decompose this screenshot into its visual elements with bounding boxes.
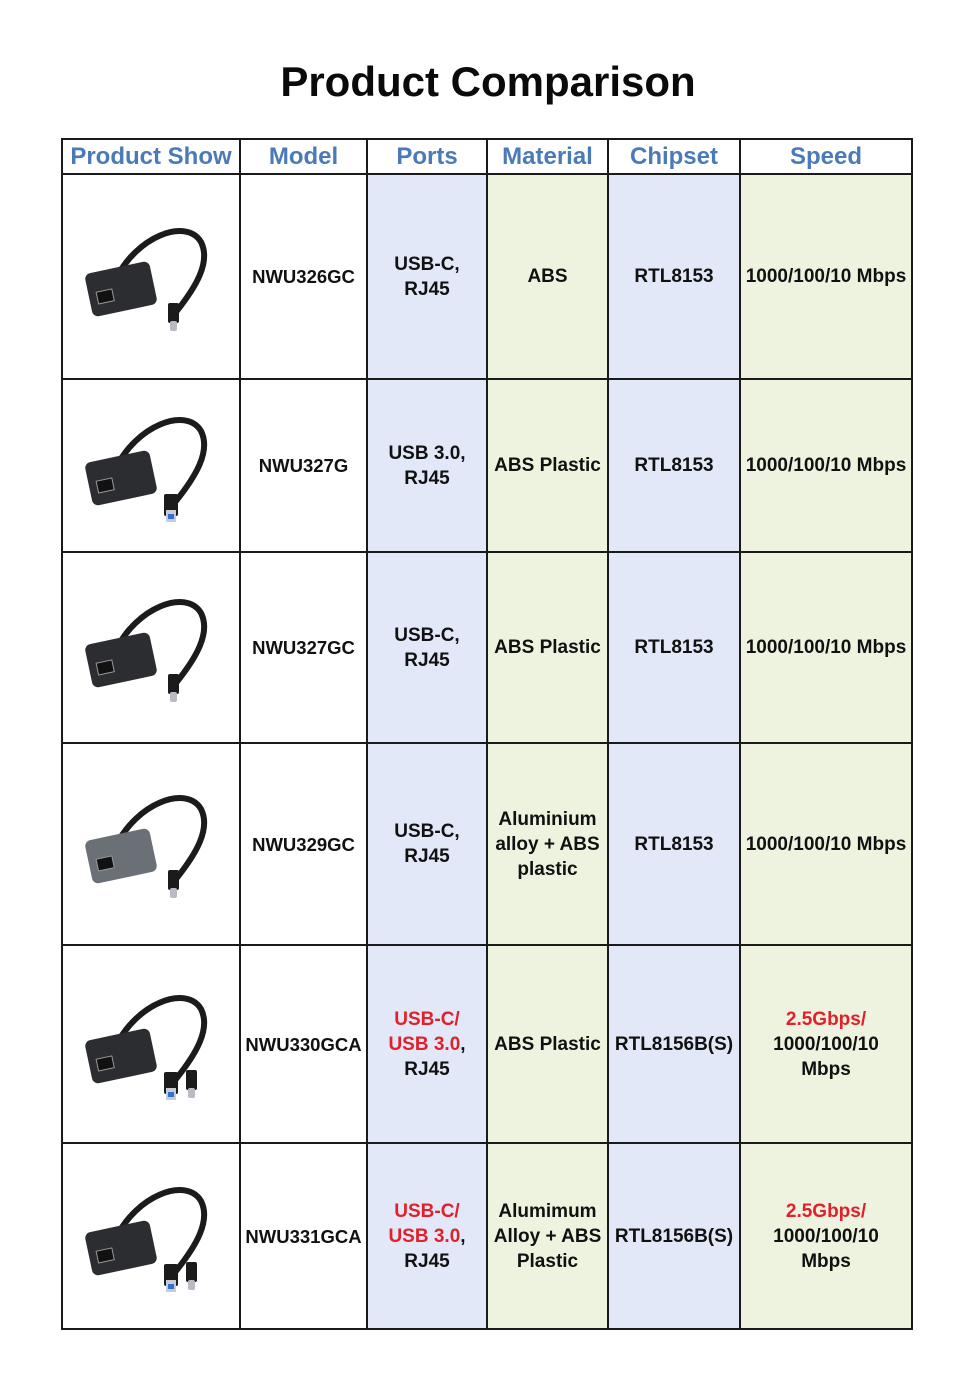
speed-cell-line: 1000/100/10 Mbps: [745, 637, 907, 658]
product-image-cell: [62, 945, 240, 1143]
usb-a-ethernet-adapter-icon: [63, 406, 239, 526]
speed-cell-line: 1000/100/10 Mbps: [745, 455, 907, 476]
header-ports: Ports: [367, 139, 487, 174]
header-model: Model: [240, 139, 367, 174]
chipset-cell: RTL8153: [608, 379, 740, 552]
dual-connector-ethernet-adapter-icon: [63, 984, 239, 1104]
highlight-text: USB-C/: [394, 1200, 460, 1222]
ports-cell: [367, 379, 487, 552]
model-cell: NWU330GCA: [240, 945, 367, 1143]
table-row: [62, 945, 912, 1143]
material-line: ABS Plastic: [494, 1033, 601, 1055]
product-image-cell: [62, 552, 240, 743]
usb-c-aluminium-ethernet-adapter-icon: [63, 784, 239, 904]
product-image-cell: [62, 174, 240, 379]
product-image-cell: [62, 1143, 240, 1329]
material-cell: [487, 743, 608, 945]
usb-c-ethernet-adapter-icon: [63, 217, 239, 337]
material-cell: [487, 1143, 608, 1329]
table-row: [62, 379, 912, 552]
model-cell: NWU326GC: [240, 174, 367, 379]
ports-cell: [367, 552, 487, 743]
ports-cell-line: USB-C,: [394, 624, 460, 646]
ports-cell-line: RJ45: [404, 1250, 450, 1272]
model-cell: NWU327GC: [240, 552, 367, 743]
highlight-text: 2.5Gbps/: [785, 1200, 867, 1222]
header-row: [62, 139, 912, 174]
product-image-cell: [62, 743, 240, 945]
speed-cell: [740, 174, 912, 379]
ports-cell: [367, 1143, 487, 1329]
material-line: Alumimum: [498, 1200, 597, 1222]
speed-cell-line: [741, 1199, 911, 1224]
material-line: Aluminium: [498, 808, 597, 830]
page-title: Product Comparison: [280, 58, 696, 105]
product-image-cell: [62, 379, 240, 552]
material-line: Plastic: [516, 1250, 579, 1272]
material-cell: [487, 552, 608, 743]
ports-cell-line: [368, 1199, 486, 1224]
ports-cell: [367, 945, 487, 1143]
header-chipset: Chipset: [608, 139, 740, 174]
table-row: [62, 552, 912, 743]
chipset-cell: RTL8156B(S): [608, 1143, 740, 1329]
speed-cell-line: 1000/100/10: [773, 1033, 879, 1055]
speed-cell-line: [741, 1007, 911, 1032]
material-line: alloy + ABS: [495, 833, 600, 855]
material-cell: [487, 379, 608, 552]
ports-cell-line: USB 3.0,: [388, 442, 466, 464]
usb-c-ethernet-adapter-icon: [63, 588, 239, 708]
material-cell: [487, 945, 608, 1143]
ports-cell: [367, 743, 487, 945]
speed-cell: [740, 945, 912, 1143]
speed-cell-line: 1000/100/10: [773, 1225, 879, 1247]
chipset-cell: RTL8153: [608, 743, 740, 945]
header-speed: Speed: [740, 139, 912, 174]
table-row: [62, 743, 912, 945]
material-line: ABS: [527, 266, 568, 287]
chipset-cell: RTL8153: [608, 552, 740, 743]
ports-cell-line: RJ45: [404, 1058, 450, 1080]
highlight-text: USB 3.0: [388, 1225, 461, 1247]
highlight-text: 2.5Gbps/: [785, 1008, 867, 1030]
ports-cell-line: RJ45: [404, 278, 450, 300]
speed-cell: [740, 379, 912, 552]
speed-cell: [740, 743, 912, 945]
header-product-show: Product Show: [62, 139, 240, 174]
ports-cell-line: RJ45: [404, 649, 450, 671]
material-cell: [487, 174, 608, 379]
ports-cell-line: USB-C,: [394, 821, 460, 842]
material-line: ABS Plastic: [494, 455, 601, 476]
speed-cell-line: 1000/100/10 Mbps: [745, 266, 907, 287]
model-cell: NWU331GCA: [240, 1143, 367, 1329]
ports-cell-line: USB-C,: [394, 253, 460, 275]
ports-cell: [367, 174, 487, 379]
ports-cell-line: USB 3.0,: [388, 1033, 466, 1055]
model-cell: NWU327G: [240, 379, 367, 552]
highlight-text: USB 3.0: [388, 1033, 461, 1055]
dual-connector-ethernet-adapter-icon: [63, 1176, 239, 1296]
table-row: [62, 174, 912, 379]
speed-cell-line: Mbps: [801, 1058, 851, 1080]
material-line: ABS Plastic: [494, 637, 601, 658]
speed-cell: [740, 552, 912, 743]
header-material: Material: [487, 139, 608, 174]
chipset-cell: RTL8156B(S): [608, 945, 740, 1143]
model-cell: NWU329GC: [240, 743, 367, 945]
material-line: Alloy + ABS: [493, 1225, 602, 1247]
ports-cell-line: [368, 1007, 486, 1032]
ports-cell-line: RJ45: [404, 846, 450, 867]
speed-cell-line: 1000/100/10 Mbps: [745, 833, 907, 855]
speed-cell-line: Mbps: [801, 1250, 851, 1272]
table-row: [62, 1143, 912, 1329]
chipset-cell: RTL8153: [608, 174, 740, 379]
material-line: plastic: [517, 858, 578, 880]
speed-cell: [740, 1143, 912, 1329]
ports-cell-line: RJ45: [404, 467, 450, 489]
ports-cell-line: USB 3.0,: [388, 1225, 466, 1247]
comparison-table: [61, 138, 913, 1330]
highlight-text: USB-C/: [394, 1008, 460, 1030]
